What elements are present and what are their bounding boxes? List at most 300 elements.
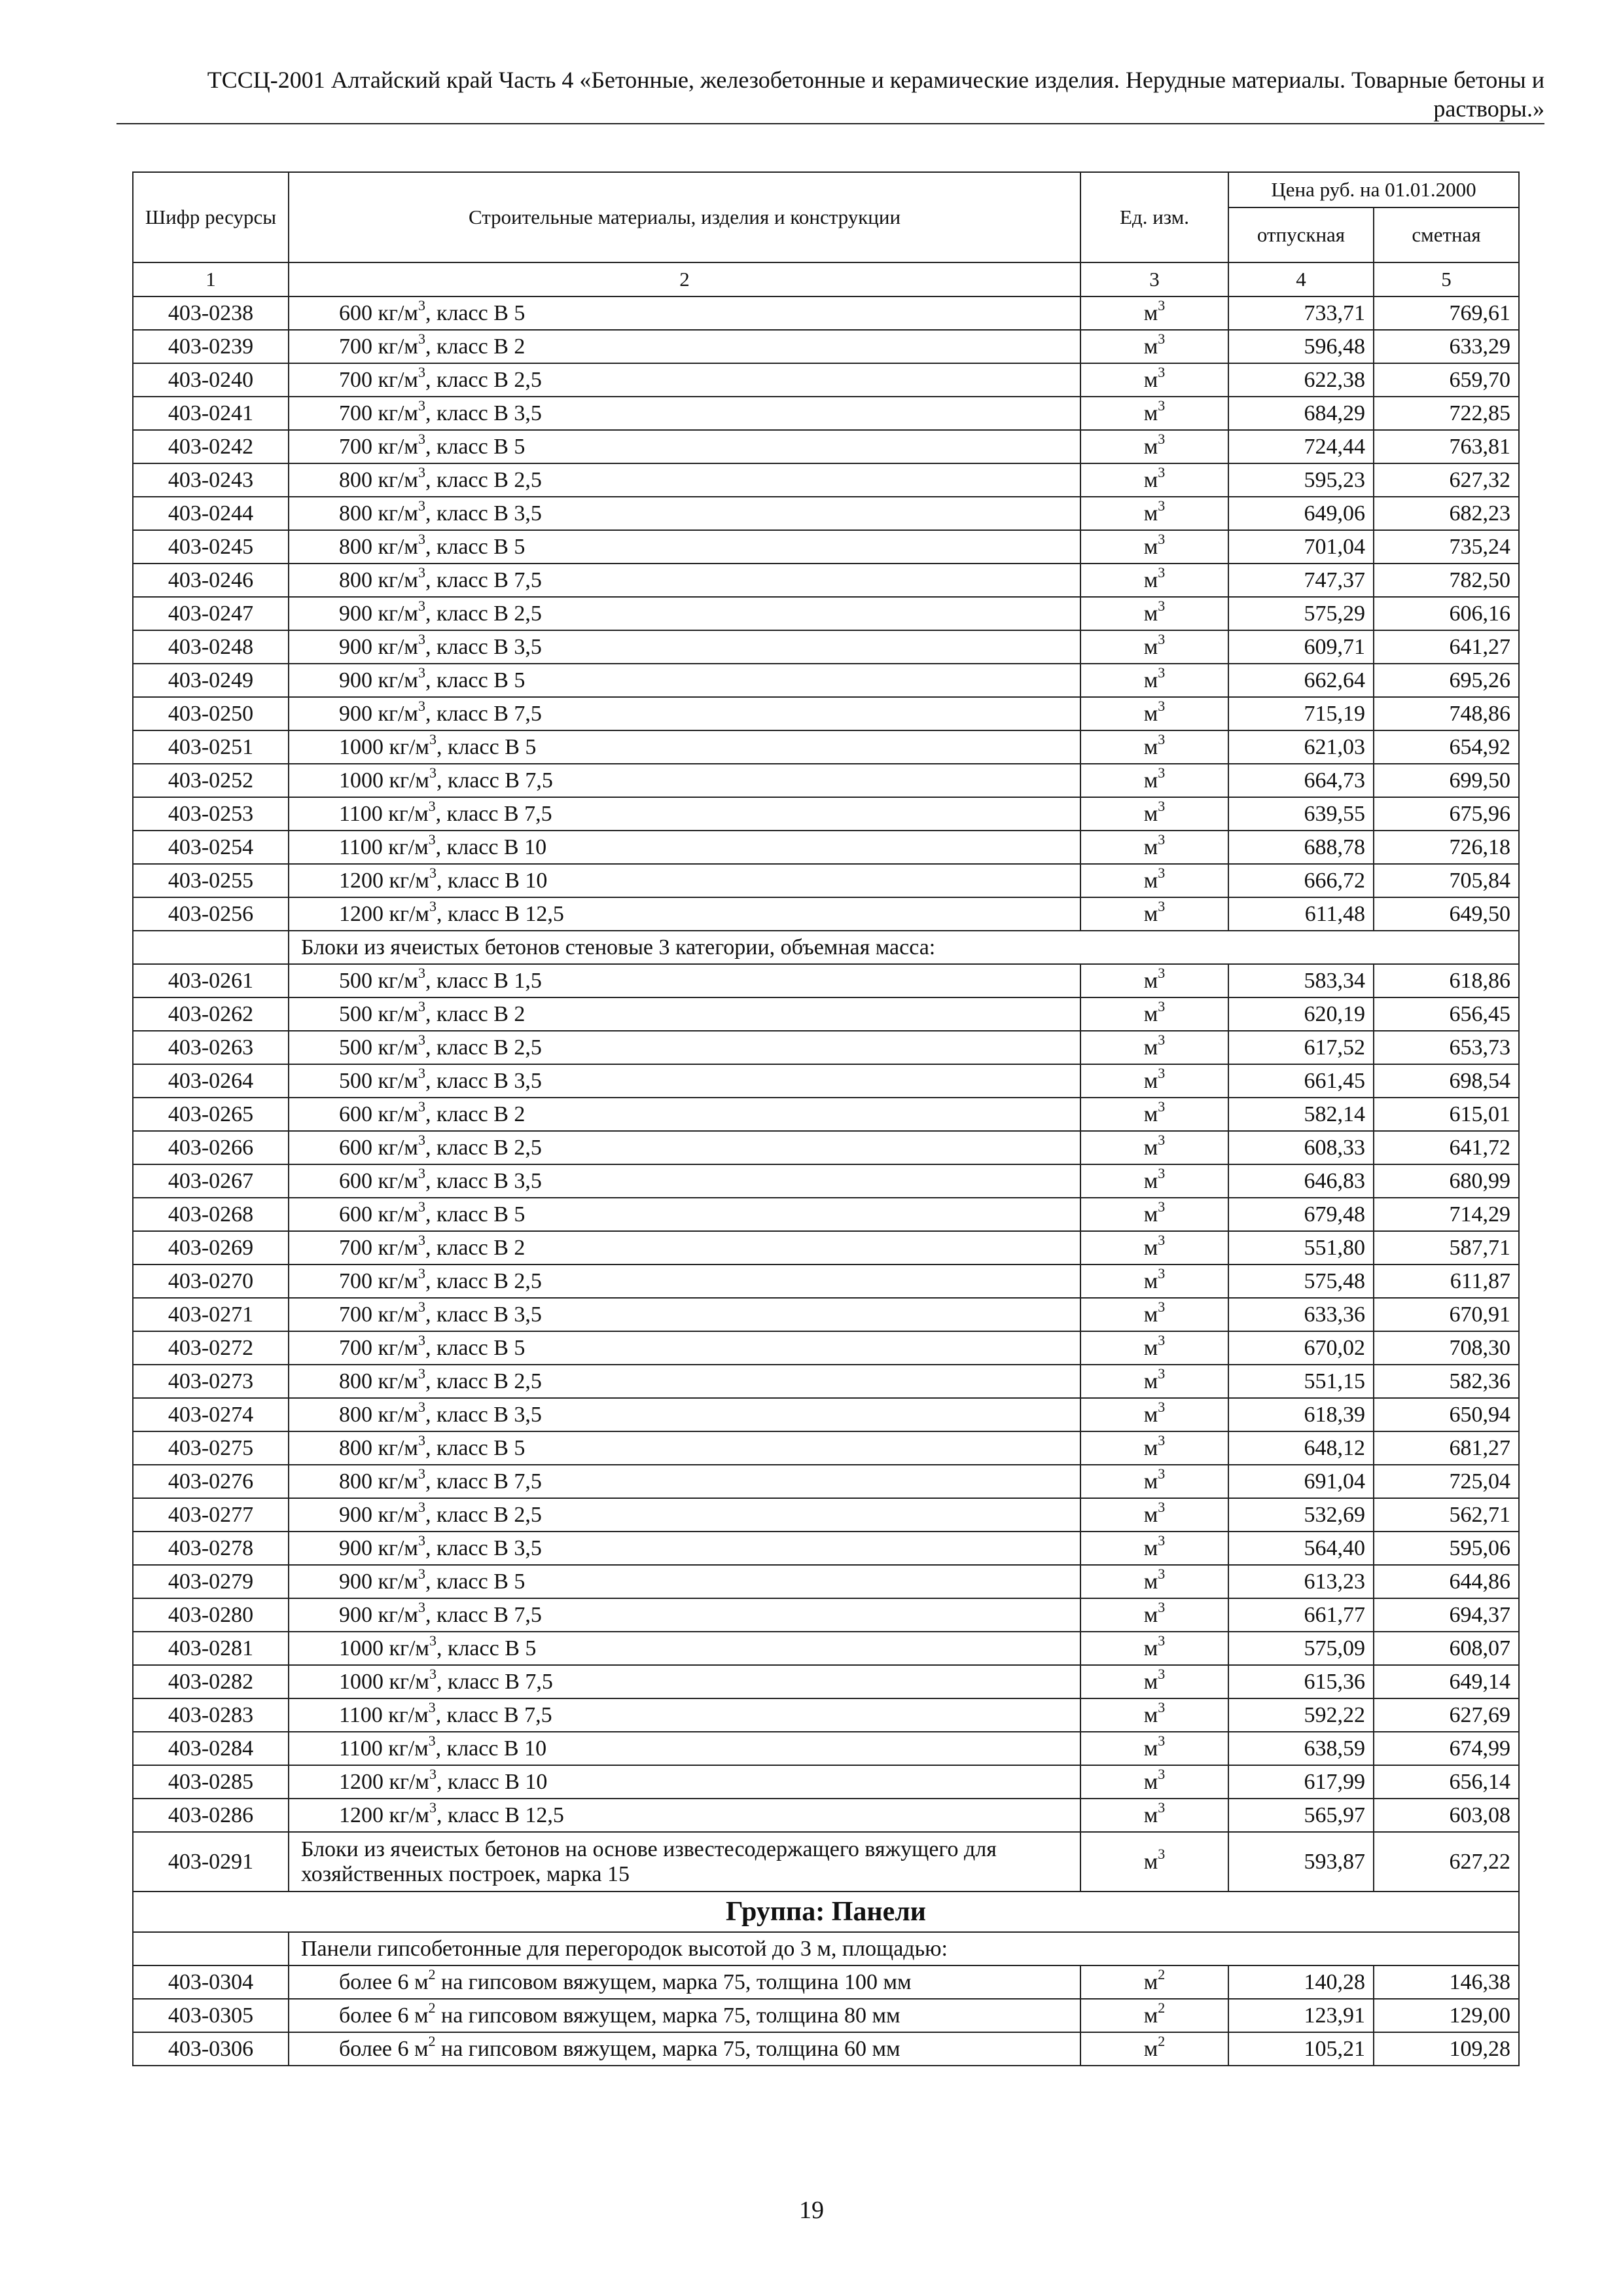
page-number: 19 <box>799 2197 824 2224</box>
release-price: 105,21 <box>1228 2032 1374 2066</box>
table-row <box>133 1131 1519 1164</box>
material-name <box>289 2032 1080 2066</box>
unit: м <box>1143 668 1158 692</box>
resource-code: 403-0255 <box>133 864 289 897</box>
superscript: 3 <box>428 831 436 848</box>
col-header-estimate-price: сметная <box>1374 207 1519 262</box>
density: 900 кг/м <box>339 668 418 692</box>
table-row <box>133 2032 1519 2066</box>
resource-code: 403-0241 <box>133 397 289 430</box>
estimate-price: 587,71 <box>1374 1231 1519 1265</box>
unit: м <box>1143 501 1158 526</box>
unit: м <box>1143 1402 1158 1427</box>
resource-code: 403-0286 <box>133 1799 289 1832</box>
section-heading-row <box>133 1932 1519 1965</box>
unit-cell <box>1080 1031 1228 1064</box>
unit-cell <box>1080 363 1228 397</box>
resource-code: 403-0266 <box>133 1131 289 1164</box>
superscript: 3 <box>418 1532 425 1549</box>
table-row <box>133 1732 1519 1765</box>
superscript: 3 <box>1158 1632 1166 1649</box>
superscript: 3 <box>1158 431 1166 448</box>
estimate-price: 109,28 <box>1374 2032 1519 2066</box>
strength-class: , класс В 2 <box>425 1001 526 1026</box>
unit: м <box>1143 701 1158 726</box>
resource-code: 403-0280 <box>133 1598 289 1632</box>
superscript: 3 <box>1158 1198 1166 1215</box>
superscript: 3 <box>1158 397 1166 414</box>
material-name <box>289 1465 1080 1498</box>
estimate-price: 146,38 <box>1374 1965 1519 1999</box>
unit: м <box>1143 1736 1158 1761</box>
superscript: 3 <box>1158 764 1166 781</box>
strength-class: , класс В 3,5 <box>425 1168 542 1193</box>
table-row <box>133 797 1519 831</box>
superscript: 2 <box>428 2033 436 2050</box>
release-price: 620,19 <box>1228 997 1374 1031</box>
resource-code: 403-0265 <box>133 1098 289 1131</box>
material-name <box>289 764 1080 797</box>
estimate-price: 699,50 <box>1374 764 1519 797</box>
table-row <box>133 1164 1519 1198</box>
unit: м <box>1143 1235 1158 1260</box>
unit-cell <box>1080 1732 1228 1765</box>
release-price: 701,04 <box>1228 530 1374 564</box>
unit: м <box>1143 1202 1158 1227</box>
superscript: 3 <box>418 1132 425 1149</box>
unit: м <box>1143 334 1158 359</box>
unit-cell <box>1080 497 1228 530</box>
unit: м <box>1143 401 1158 425</box>
release-price: 565,97 <box>1228 1799 1374 1832</box>
resource-code: 403-0291 <box>133 1832 289 1892</box>
unit-cell <box>1080 1632 1228 1665</box>
material-name <box>289 1098 1080 1131</box>
superscript: 3 <box>418 631 425 648</box>
superscript: 3 <box>1158 1299 1166 1316</box>
superscript: 3 <box>418 698 425 715</box>
table-row <box>133 697 1519 730</box>
material-name <box>289 1965 1080 1999</box>
superscript: 3 <box>418 1265 425 1282</box>
strength-class: , класс В 10 <box>436 868 548 893</box>
table-row <box>133 1365 1519 1398</box>
density: 900 кг/м <box>339 1502 418 1527</box>
unit: м <box>1143 1369 1158 1393</box>
unit-cell <box>1080 1131 1228 1164</box>
release-price: 551,15 <box>1228 1365 1374 1398</box>
superscript: 3 <box>1158 1499 1166 1516</box>
estimate-price: 659,70 <box>1374 363 1519 397</box>
unit-cell <box>1080 630 1228 664</box>
unit: м <box>1143 1669 1158 1694</box>
unit: м <box>1143 1803 1158 1827</box>
superscript: 3 <box>418 1365 425 1382</box>
table-row <box>133 630 1519 664</box>
strength-class: , класс В 5 <box>425 434 526 459</box>
table-row <box>133 1799 1519 1832</box>
resource-code: 403-0282 <box>133 1665 289 1698</box>
superscript: 3 <box>1158 631 1166 648</box>
unit-cell <box>1080 397 1228 430</box>
density: 700 кг/м <box>339 434 418 459</box>
strength-class: , класс В 12,5 <box>436 1803 564 1827</box>
unit: м <box>1143 801 1158 826</box>
unit-cell <box>1080 1064 1228 1098</box>
unit-cell <box>1080 1331 1228 1365</box>
material-name <box>289 997 1080 1031</box>
strength-class: , класс В 2,5 <box>425 1268 542 1293</box>
unit-cell <box>1080 897 1228 931</box>
col-number: 4 <box>1228 262 1374 296</box>
estimate-price: 698,54 <box>1374 1064 1519 1098</box>
estimate-price: 129,00 <box>1374 1999 1519 2032</box>
strength-class: , класс В 5 <box>436 1636 537 1660</box>
density: 500 кг/м <box>339 968 418 993</box>
release-price: 661,45 <box>1228 1064 1374 1098</box>
table-row <box>133 831 1519 864</box>
density: 500 кг/м <box>339 1001 418 1026</box>
superscript: 3 <box>429 731 437 748</box>
estimate-price: 615,01 <box>1374 1098 1519 1131</box>
resource-code: 403-0274 <box>133 1398 289 1431</box>
unit-cell <box>1080 1799 1228 1832</box>
density: 600 кг/м <box>339 1202 418 1227</box>
col-header-unit: Ед. изм. <box>1080 172 1228 262</box>
material-name <box>289 1765 1080 1799</box>
release-price: 666,72 <box>1228 864 1374 897</box>
table-row <box>133 1398 1519 1431</box>
estimate-price: 708,30 <box>1374 1331 1519 1365</box>
superscript: 3 <box>1158 598 1166 615</box>
release-price: 622,38 <box>1228 363 1374 397</box>
release-price: 611,48 <box>1228 897 1374 931</box>
resource-code: 403-0247 <box>133 597 289 630</box>
strength-class: , класс В 5 <box>425 534 526 559</box>
resource-code: 403-0268 <box>133 1198 289 1231</box>
col-header-code: Шифр ресурсы <box>133 172 289 262</box>
unit: м <box>1143 1969 1158 1994</box>
material-name <box>289 597 1080 630</box>
superscript: 3 <box>418 1599 425 1616</box>
resource-code: 403-0270 <box>133 1265 289 1298</box>
estimate-price: 675,96 <box>1374 797 1519 831</box>
estimate-price: 763,81 <box>1374 430 1519 463</box>
table-row <box>133 1698 1519 1732</box>
material-name <box>289 1999 1080 2032</box>
release-price: 575,29 <box>1228 597 1374 630</box>
superscript: 3 <box>1158 1165 1166 1182</box>
unit: м <box>1143 734 1158 759</box>
resource-code: 403-0306 <box>133 2032 289 2066</box>
resource-code: 403-0256 <box>133 897 289 931</box>
density: 1200 кг/м <box>339 868 429 893</box>
estimate-price: 656,14 <box>1374 1765 1519 1799</box>
release-price: 595,23 <box>1228 463 1374 497</box>
strength-class: , класс В 2,5 <box>425 601 542 626</box>
superscript: 3 <box>418 598 425 615</box>
unit-cell <box>1080 1698 1228 1732</box>
release-price: 551,80 <box>1228 1231 1374 1265</box>
estimate-price: 627,32 <box>1374 463 1519 497</box>
density: 900 кг/м <box>339 634 418 659</box>
unit-cell <box>1080 697 1228 730</box>
unit-cell <box>1080 1298 1228 1331</box>
resource-code: 403-0285 <box>133 1765 289 1799</box>
estimate-price: 649,14 <box>1374 1665 1519 1698</box>
material-name-line1: Блоки из ячеистых бетонов на основе известесодержащего вяжущего для <box>301 1837 997 1861</box>
material-name <box>289 1832 1080 1892</box>
density: 700 кг/м <box>339 1335 418 1360</box>
material-name <box>289 630 1080 664</box>
density: 1000 кг/м <box>339 1636 429 1660</box>
material-name <box>289 1164 1080 1198</box>
strength-class: , класс В 3,5 <box>425 401 542 425</box>
unit-cell <box>1080 2032 1228 2066</box>
density: 800 кг/м <box>339 534 418 559</box>
table-row <box>133 1598 1519 1632</box>
unit-cell <box>1080 330 1228 363</box>
material-name <box>289 1565 1080 1598</box>
superscript: 2 <box>1158 2033 1166 2050</box>
superscript: 3 <box>1158 798 1166 815</box>
unit-cell <box>1080 797 1228 831</box>
estimate-price: 649,50 <box>1374 897 1519 931</box>
strength-class: , класс В 3,5 <box>425 1302 542 1327</box>
superscript: 3 <box>418 1432 425 1449</box>
running-header-line1: ТССЦ-2001 Алтайский край Часть 4 «Бетонные, железобетонные и керамические изделия. Нерудные материалы. Товарные бетоны и <box>207 67 1544 93</box>
material-name <box>289 1231 1080 1265</box>
material-name-line2: хозяйственных построек, марка 15 <box>301 1861 630 1886</box>
superscript: 3 <box>1158 898 1166 915</box>
density: 1100 кг/м <box>339 1702 429 1727</box>
table-row <box>133 597 1519 630</box>
unit-cell <box>1080 296 1228 330</box>
unit-cell <box>1080 1265 1228 1298</box>
release-price: 649,06 <box>1228 497 1374 530</box>
material-name <box>289 330 1080 363</box>
material-name <box>289 397 1080 430</box>
release-price: 638,59 <box>1228 1732 1374 1765</box>
superscript: 3 <box>418 1065 425 1082</box>
unit: м <box>1143 567 1158 592</box>
header-rule <box>116 123 1544 124</box>
release-price: 532,69 <box>1228 1498 1374 1532</box>
material-name <box>289 497 1080 530</box>
superscript: 3 <box>1158 1846 1166 1863</box>
strength-class: , класс В 2,5 <box>425 1502 542 1527</box>
unit-cell <box>1080 1665 1228 1698</box>
superscript: 3 <box>418 464 425 481</box>
strength-class: , класс В 3,5 <box>425 1402 542 1427</box>
estimate-price: 670,91 <box>1374 1298 1519 1331</box>
superscript: 3 <box>1158 364 1166 381</box>
unit-cell <box>1080 664 1228 697</box>
strength-class: , класс В 7,5 <box>435 801 552 826</box>
empty-cell <box>133 1932 289 1965</box>
density: 1200 кг/м <box>339 1769 429 1794</box>
density: 900 кг/м <box>339 1569 418 1594</box>
strength-class: , класс В 7,5 <box>436 1669 553 1694</box>
col-number: 1 <box>133 262 289 296</box>
superscript: 3 <box>1158 998 1166 1015</box>
release-price: 617,52 <box>1228 1031 1374 1064</box>
table-row <box>133 730 1519 764</box>
estimate-price: 680,99 <box>1374 1164 1519 1198</box>
estimate-price: 782,50 <box>1374 564 1519 597</box>
table-row <box>133 564 1519 597</box>
estimate-price: 682,23 <box>1374 497 1519 530</box>
strength-class: , класс В 10 <box>435 1736 547 1761</box>
superscript: 3 <box>1158 1332 1166 1349</box>
table-row <box>133 1331 1519 1365</box>
group-title-row <box>133 1892 1519 1932</box>
material-name <box>289 1265 1080 1298</box>
superscript: 3 <box>418 1332 425 1349</box>
density: 800 кг/м <box>339 1469 418 1494</box>
unit: м <box>1143 1302 1158 1327</box>
estimate-price: 595,06 <box>1374 1532 1519 1565</box>
strength-class: , класс В 10 <box>436 1769 548 1794</box>
col-header-price: Цена руб. на 01.01.2000 <box>1228 172 1519 207</box>
strength-class: , класс В 3,5 <box>425 501 542 526</box>
superscript: 3 <box>1158 1732 1166 1749</box>
resource-code: 403-0239 <box>133 330 289 363</box>
table-row <box>133 463 1519 497</box>
unit-cell <box>1080 1999 1228 2032</box>
unit: м <box>1143 367 1158 392</box>
estimate-price: 714,29 <box>1374 1198 1519 1231</box>
resource-code: 403-0264 <box>133 1064 289 1098</box>
estimate-price: 627,69 <box>1374 1698 1519 1732</box>
superscript: 3 <box>418 1299 425 1316</box>
strength-class: , класс В 3,5 <box>425 1068 542 1093</box>
strength-class: , класс В 7,5 <box>435 1702 552 1727</box>
unit-cell <box>1080 1198 1228 1231</box>
material-name <box>289 1732 1080 1765</box>
estimate-price: 654,92 <box>1374 730 1519 764</box>
unit: м <box>1143 1001 1158 1026</box>
density: 700 кг/м <box>339 367 418 392</box>
table-row <box>133 1465 1519 1498</box>
superscript: 3 <box>418 965 425 982</box>
material-name <box>289 1198 1080 1231</box>
material-name <box>289 964 1080 997</box>
superscript: 2 <box>428 2000 436 2017</box>
superscript: 3 <box>418 1465 425 1482</box>
superscript: 3 <box>418 364 425 381</box>
estimate-price: 674,99 <box>1374 1732 1519 1765</box>
release-price: 679,48 <box>1228 1198 1374 1231</box>
unit: м <box>1143 434 1158 459</box>
unit: м <box>1143 1335 1158 1360</box>
release-price: 618,39 <box>1228 1398 1374 1431</box>
material-name <box>289 1532 1080 1565</box>
release-price: 662,64 <box>1228 664 1374 697</box>
strength-class: , класс В 12,5 <box>436 901 564 926</box>
unit: м <box>1143 768 1158 793</box>
estimate-price: 582,36 <box>1374 1365 1519 1398</box>
material-name <box>289 1665 1080 1698</box>
superscript: 3 <box>1158 1098 1166 1115</box>
resource-code: 403-0283 <box>133 1698 289 1732</box>
resource-code: 403-0238 <box>133 296 289 330</box>
superscript: 3 <box>1158 297 1166 314</box>
unit: м <box>1143 1435 1158 1460</box>
area: более 6 м <box>339 2003 429 2028</box>
superscript: 3 <box>1158 1566 1166 1583</box>
superscript: 3 <box>418 1165 425 1182</box>
strength-class: , класс В 5 <box>425 1335 526 1360</box>
density: 900 кг/м <box>339 1535 418 1560</box>
unit-cell <box>1080 1598 1228 1632</box>
resource-code: 403-0246 <box>133 564 289 597</box>
unit-cell <box>1080 564 1228 597</box>
release-price: 639,55 <box>1228 797 1374 831</box>
unit-cell <box>1080 1532 1228 1565</box>
table-row <box>133 1431 1519 1465</box>
unit-cell <box>1080 1231 1228 1265</box>
superscript: 3 <box>418 297 425 314</box>
section-caption: Панели гипсобетонные для перегородок высотой до 3 м, площадью: <box>289 1932 1519 1965</box>
superscript: 3 <box>418 1232 425 1249</box>
superscript: 3 <box>1158 497 1166 514</box>
resource-code: 403-0243 <box>133 463 289 497</box>
density: 1000 кг/м <box>339 1669 429 1694</box>
col-number: 3 <box>1080 262 1228 296</box>
superscript: 3 <box>418 1566 425 1583</box>
unit: м <box>1143 1469 1158 1494</box>
col-number: 2 <box>289 262 1080 296</box>
unit: м <box>1143 834 1158 859</box>
estimate-price: 618,86 <box>1374 964 1519 997</box>
superscript: 3 <box>428 798 436 815</box>
estimate-price: 656,45 <box>1374 997 1519 1031</box>
area: более 6 м <box>339 2036 429 2061</box>
unit-cell <box>1080 1098 1228 1131</box>
superscript: 2 <box>428 1966 436 1983</box>
superscript: 3 <box>1158 1699 1166 1716</box>
superscript: 3 <box>1158 664 1166 681</box>
estimate-price: 608,07 <box>1374 1632 1519 1665</box>
material-name <box>289 430 1080 463</box>
panel-spec: на гипсовом вяжущем, марка 75, толщина 60 мм <box>435 2036 901 2061</box>
superscript: 3 <box>1158 1132 1166 1149</box>
superscript: 3 <box>1158 698 1166 715</box>
unit-cell <box>1080 1164 1228 1198</box>
material-name <box>289 530 1080 564</box>
resource-code: 403-0279 <box>133 1565 289 1598</box>
material-name <box>289 1598 1080 1632</box>
density: 800 кг/м <box>339 1435 418 1460</box>
empty-cell <box>133 931 289 964</box>
superscript: 3 <box>1158 1031 1166 1049</box>
estimate-price: 695,26 <box>1374 664 1519 697</box>
estimate-price: 562,71 <box>1374 1498 1519 1532</box>
superscript: 3 <box>418 1031 425 1049</box>
release-price: 617,99 <box>1228 1765 1374 1799</box>
superscript: 3 <box>418 531 425 548</box>
release-price: 564,40 <box>1228 1532 1374 1565</box>
table-body <box>133 296 1519 2066</box>
superscript: 3 <box>418 431 425 448</box>
superscript: 2 <box>1158 1966 1166 1983</box>
estimate-price: 722,85 <box>1374 397 1519 430</box>
strength-class: , класс В 1,5 <box>425 968 542 993</box>
table-row <box>133 1265 1519 1298</box>
release-price: 733,71 <box>1228 296 1374 330</box>
unit-cell <box>1080 964 1228 997</box>
